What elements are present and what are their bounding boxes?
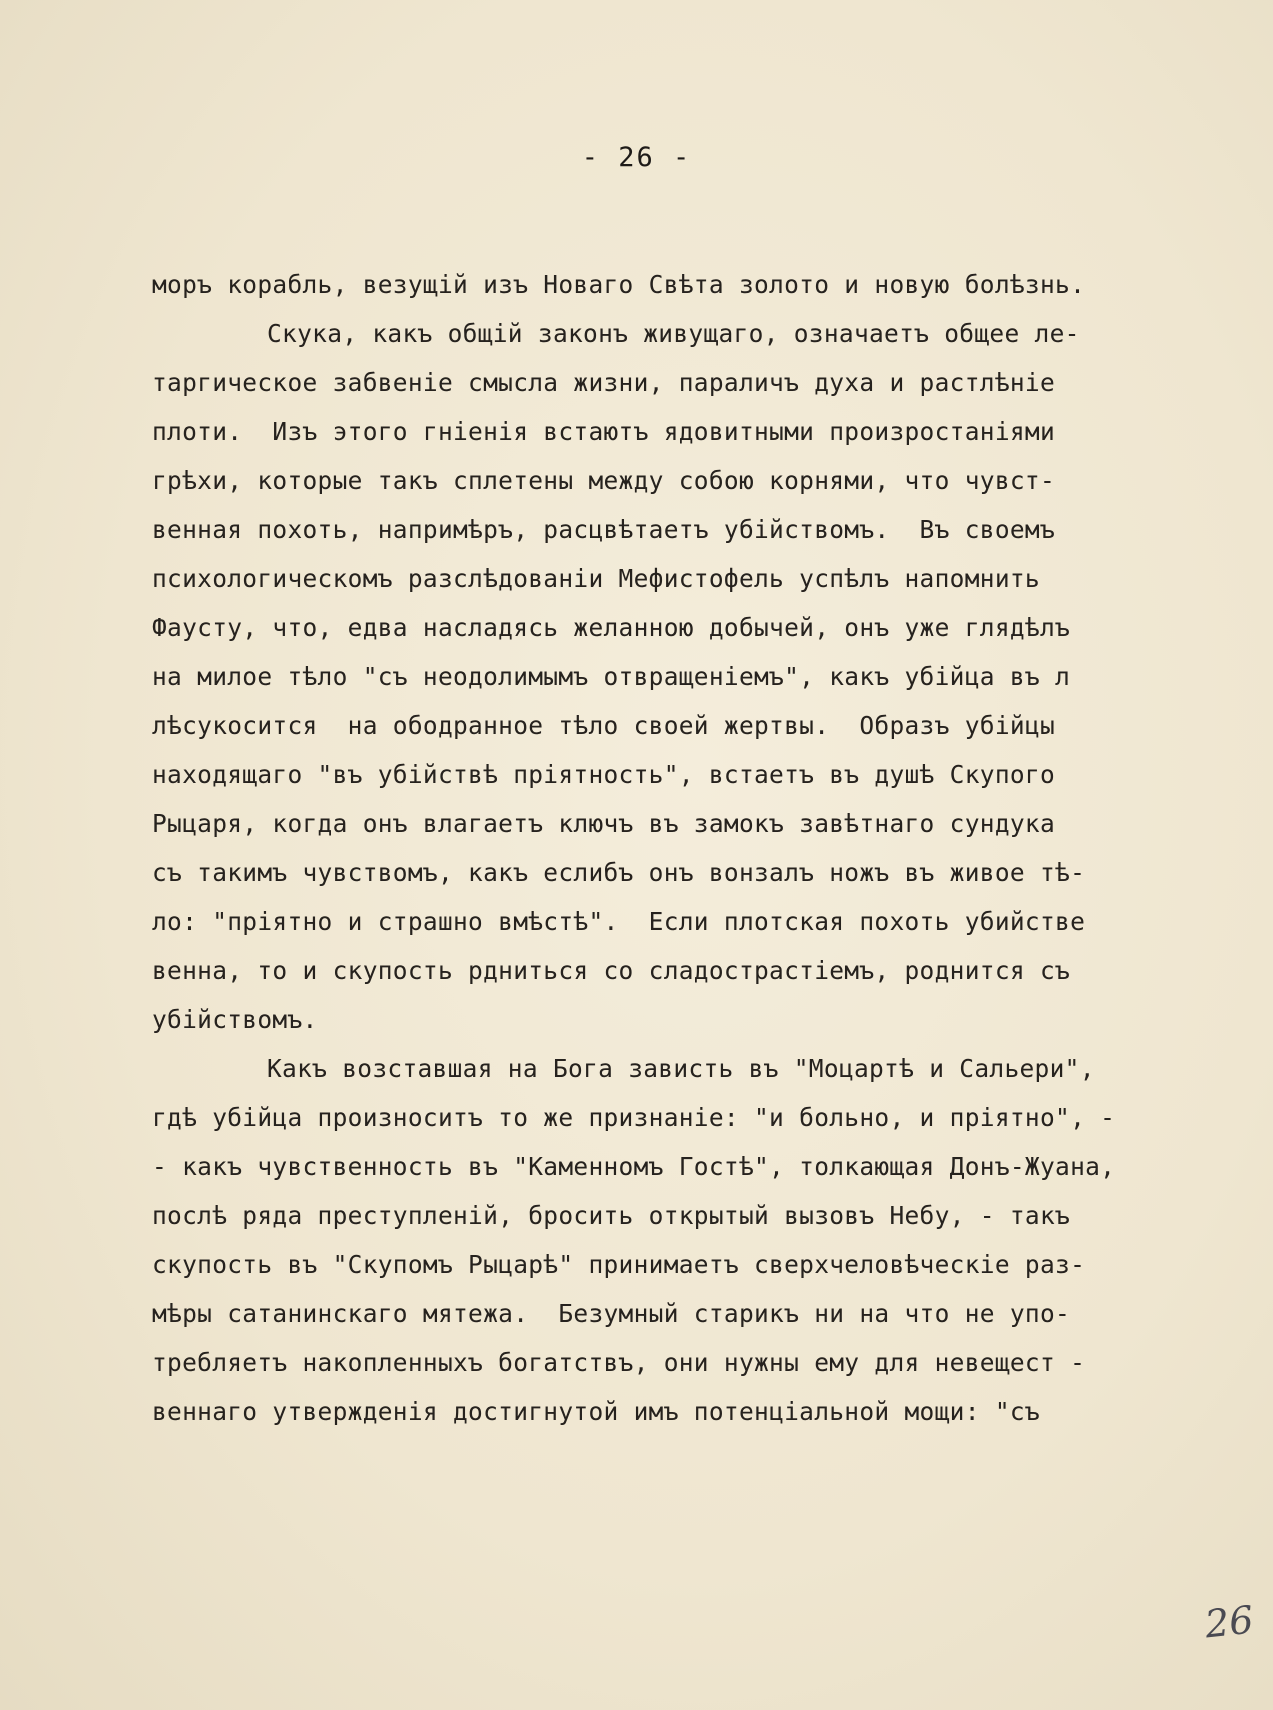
text-line: плоти. Изъ этого гніенія встаютъ ядовитными произростаніями [152, 417, 1056, 446]
text-line: Скука, какъ общій законъ живущаго, означаетъ общее ле- [267, 319, 1080, 348]
text-line: ло: "пріятно и страшно вмѣстѣ". Если плотская похоть убийстве [152, 907, 1086, 936]
body-text [152, 260, 1232, 1436]
handwritten-page-number: 26 [1202, 1597, 1256, 1647]
text-line: веннаго утвержденія достигнутой имъ потенціальной мощи: "съ [152, 1397, 1040, 1426]
text-line: Рыцаря, когда онъ влагаетъ ключъ въ замокъ завѣтнаго сундука [152, 809, 1056, 838]
text-line: съ такимъ чувствомъ, какъ еслибъ онъ вонзалъ ножъ въ живое тѣ- [152, 858, 1086, 887]
text-line: моръ корабль, везущій изъ Новаго Свѣта золото и новую болѣзнь. [152, 270, 1086, 299]
text-line: - какъ чувственность въ "Каменномъ Гостѣ", толкающая Донъ-Жуана, [152, 1152, 1116, 1181]
text-line: Фаусту, что, едва насладясь желанною добычей, онъ уже глядѣлъ [152, 613, 1071, 642]
text-line: грѣхи, которые такъ сплетены между собою корнями, что чувст- [152, 466, 1056, 495]
text-line: находящаго "въ убійствѣ пріятность", встаетъ въ душѣ Скупого [152, 760, 1056, 789]
text-line: лѣсукосится на ободранное тѣло своей жертвы. Образъ убійцы [152, 711, 1056, 740]
text-line: убійствомъ. [152, 1005, 318, 1034]
text-line: гдѣ убійца произноситъ то же признаніе: "и больно, и пріятно", - [152, 1103, 1116, 1132]
text-line: требляетъ накопленныхъ богатствъ, они нужны ему для невещест - [152, 1348, 1086, 1377]
text-line: психологическомъ разслѣдованіи Мефистофель успѣлъ напомнить [152, 564, 1040, 593]
text-line: венна, то и скупость рдниться со сладострастіемъ, роднится съ [152, 956, 1071, 985]
text-line: скупость въ "Скупомъ Рыцарѣ" принимаетъ сверхчеловѣческіе раз- [152, 1250, 1086, 1279]
text-line: на милое тѣло "съ неодолимымъ отвращеніемъ", какъ убійца въ л [152, 662, 1071, 691]
text-line: венная похоть, напримѣръ, расцвѣтаетъ убійствомъ. Въ своемъ [152, 515, 1056, 544]
text-line: Какъ возставшая на Бога зависть въ "Моцартѣ и Сальери", [267, 1054, 1095, 1083]
text-line: послѣ ряда преступленій, бросить открытый вызовъ Небу, - такъ [152, 1201, 1071, 1230]
page-number: - 26 - [581, 142, 692, 173]
text-line: мѣры сатанинскаго мятежа. Безумный старикъ ни на что не упо- [152, 1299, 1071, 1328]
text-line: таргическое забвеніе смысла жизни, параличъ духа и растлѣніе [152, 368, 1056, 397]
